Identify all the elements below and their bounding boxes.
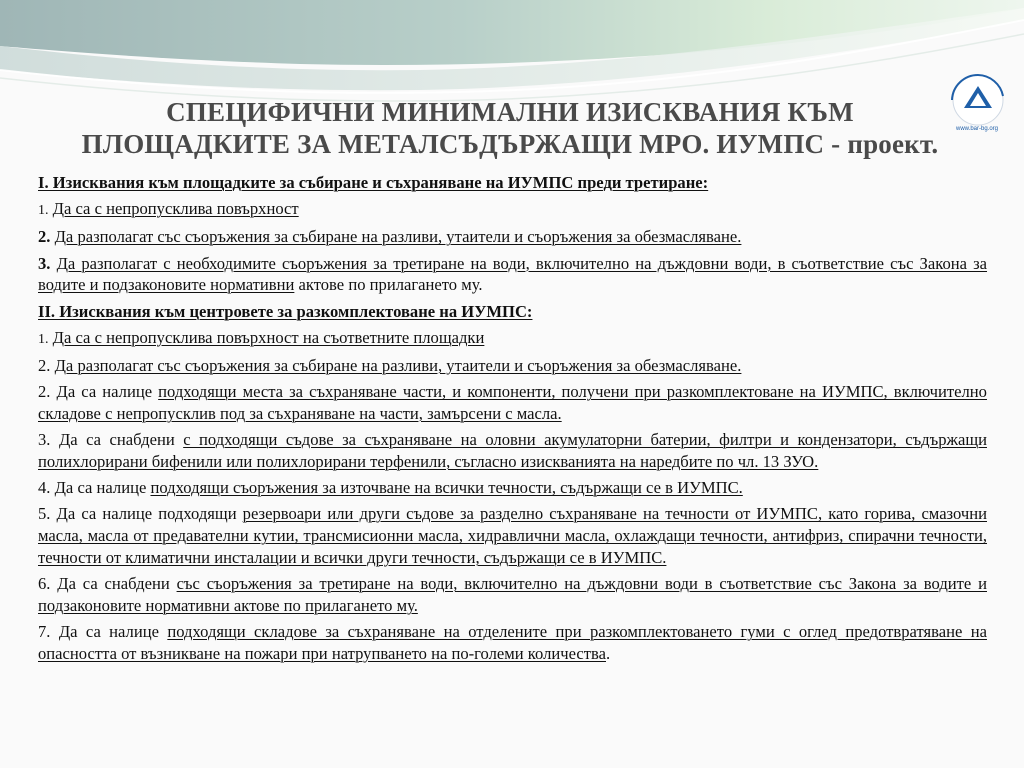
section2-item-6: 5. Да са налице подходящи резервоари или други съдове за разделно съхраняване на течности от ИУМПС, като горива, смазочни масла, масла от предавателни кутии, трансмисионни масла, хидравлични масла, охлаждащи течности, антифриз, спирачни течности, течности от климатични инсталации и всички други течности, съдържащи се в ИУМПС. [38,504,987,567]
bar-logo [940,72,1020,132]
section2-item-5: 4. Да са налице подходящи съоръжения за източване на всички течности, съдържащи се в ИУМПС. [38,478,743,498]
section2-item-2: 2. Да разполагат със съоръжения за събиране на разливи, утаители и съоръжения за обезмасляване. [38,355,742,375]
section2-heading: II. Изисквания към центровете за разкомплектоване на ИУМПС: [38,301,533,321]
section2-item-1: 1. Да са с непропусклива повърхност на съответните площадки [38,327,485,347]
section2-item-8: 7. Да са налице подходящи складове за съхраняване на отделените при разкомплектоването гуми с оглед предотвратяване на опасността от възникване на пожари при натрупването на по-големи количества. [38,622,987,663]
title-line-2: ПЛОЩАДКИТЕ ЗА МЕТАЛСЪДЪРЖАЩИ МРО. ИУМПС - проект. [81,129,939,159]
section1-item-1: 1. Да са с непропусклива повърхност [38,199,299,219]
section1-item-2: 2. Да разполагат със съоръжения за събиране на разливи, утаители и съоръжения за обезмасляване. [38,227,742,247]
section2-item-4: 3. Да са снабдени с подходящи съдове за съхраняване на оловни акумулаторни батерии, филтри и кондензатори, съдържащи полихлорирани бифенили или полихлорирани терфенили, съгласно изискванията на наредбите по чл. 13 ЗУО. [38,430,987,471]
slide-title [80,96,940,160]
slide-body [38,172,987,669]
logo-url: www.bar-bg.org [955,126,999,132]
section1-heading: I. Изисквания към площадките за събиране и съхраняване на ИУМПС преди третиране: [38,173,709,192]
section2-item-7: 6. Да са снабдени със съоръжения за третиране на води, включително на дъждовни води в съответствие със Закона за водите и подзаконовите нормативни актове по прилагането му. [38,574,987,615]
title-line-1: СПЕЦИФИЧНИ МИНИМАЛНИ ИЗИСКВАНИЯ КЪМ [166,97,854,127]
section1-item-3: 3. Да разполагат с необходимите съоръжения за третиране на води, включително на дъждовни води, в съответствие със Закона за водите и подзаконовите нормативни актове по прилагането му. [38,253,988,295]
section2-item-3: 2. Да са налице подходящи места за съхраняване части, и компоненти, получени при разкомплектоване на ИУМПС, включително складове с непропусклив под за съхраняване на части, замърсени с масла. [38,382,987,423]
